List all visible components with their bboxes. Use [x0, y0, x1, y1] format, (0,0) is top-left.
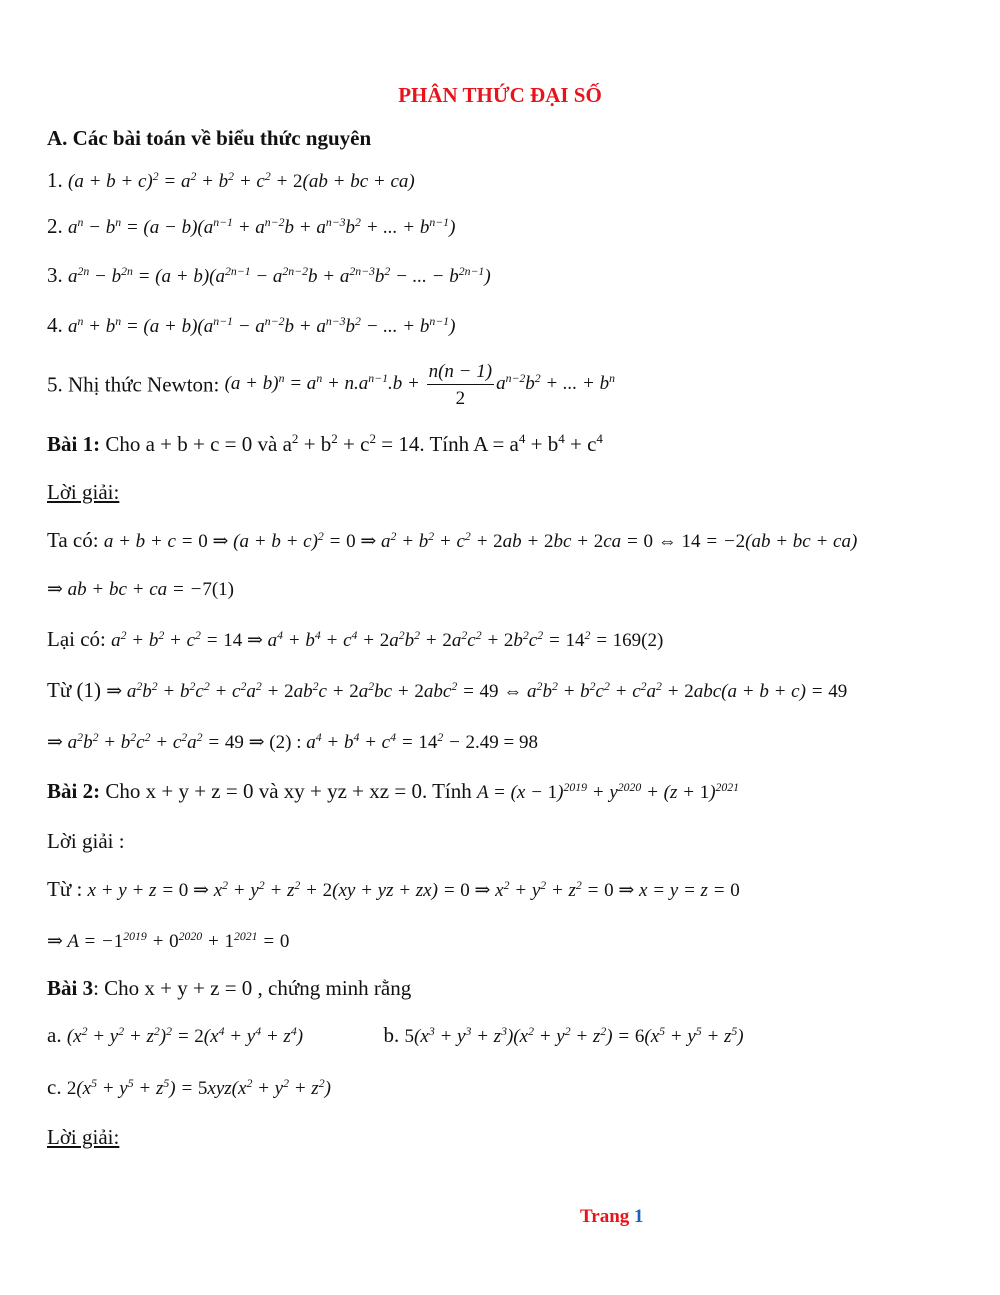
bai-1-solution-heading: Lời giải: — [47, 480, 120, 504]
formula-2 — [47, 216, 455, 237]
bai-3-part-c: c. $2(x^5 + y^5 + z^5) = 5xyz(x^2 + y^2 + z^2)$ — [47, 1075, 331, 1099]
bai-3-statement: Bài 3: Cho x + y + z = 0 , chứng minh rằng — [47, 976, 412, 1000]
bai-1-label: Bài 1: — [47, 432, 101, 456]
fraction: $\frac{n(n - 1)}{2}$ — [428, 361, 493, 409]
page-number: 1 — [634, 1206, 644, 1227]
formula-label: 5. Nhị thức Newton: — [47, 372, 220, 397]
bai-1-statement: Bài 1: Cho a + b + c = 0 và $a^2 + b^2 + c^2 = 14$. Tính $A = a^4 + b^4 + c^4$ — [47, 430, 603, 456]
formula-3 — [47, 265, 491, 286]
section-a-heading: A. Các bài toán về biểu thức nguyên — [47, 126, 372, 150]
bai-3-solution-heading: Lời giải: — [47, 1125, 120, 1149]
bai-2-step-2: ⇒ $A = -1^{2019} + 0^{2020} + 1^{2021} = 0$ — [47, 929, 290, 952]
formula-number: 2. — [47, 214, 63, 238]
formula-number: 3. — [47, 263, 63, 287]
formula-expression: $a^n + b^n = (a + b)(a^{n-1} - a^{n-2}b + a^{n-3}b^2$ − ... + $b^{n-1}$) — [68, 314, 456, 337]
bai-1-step-4: Từ (1) ⇒ $a^2b^2 + b^2c^2 + c^2a^2 + 2ab^2c + 2a^2bc + 2abc^2 = 49$ ⇔ $a^2b^2 + b^2c^2 + c^2a^2 + 2abc(a + b + c) = 49$ — [47, 678, 848, 702]
formula-1 — [47, 170, 415, 191]
bai-1-step-2: ⇒ ab + bc + ca = −7(1) — [47, 579, 234, 600]
bai-2-step-1: Từ : x + y + z = 0 ⇒ $x^2 + y^2 + z^2 + 2(xy$ + yz + zx) = 0 ⇒ $x^2 + y^2 + z^2 = 0$ ⇒ x = y = z = 0 — [47, 877, 740, 901]
bai-1-step-3: Lại có: $a^2 + b^2 + c^2 = 14$ ⇒ $a^4 + b^4 + c^4 + 2a^2b^2 + 2a^2c^2 + 2b^2c^2 = 14^2 = 169(2)$ — [47, 627, 664, 651]
bai-3-label: Bài 3 — [47, 976, 94, 1000]
formula-expression: $a^{2n} - b^{2n} = (a + b)(a^{2n-1} - a^{2n-2}b + a^{2n-3}b^2$ − ... − $b^{2n-1}$) — [68, 264, 491, 287]
formula-number: 4. — [47, 313, 63, 337]
formula-5 — [47, 362, 615, 408]
formula-number: 1. — [47, 168, 63, 192]
formula-4 — [47, 315, 455, 336]
bai-2-statement: Bài 2: Cho x + y + z = 0 và xy + yz + xz = 0. Tính $A = (x - 1)^{2019} + y^{2020} + (z + 1)^{2021}$ — [47, 779, 740, 803]
page-footer — [580, 1206, 644, 1228]
bai-3-parts-ab: a. $(x^2 + y^2 + z^2)^2 = 2(x^4 + y^4 + z^4)$ b. $5(x^3 + y^3 + z^3)(x^2 + y^2 + z^2) = 6(x^5 + y^5 + z^5)$ — [47, 1023, 744, 1047]
bai-2-label: Bài 2: — [47, 779, 101, 803]
page-title: PHÂN THỨC ĐẠI SỐ — [398, 83, 602, 107]
formula-expression: $(a + b)^n = a^n + n.a^{n-1}.b$ + $\frac{n(n - 1)}{2}$ $a^{n-2}b^2$ + ... + $b^n$ — [224, 361, 615, 409]
bai-2-solution-heading: Lời giải : — [47, 829, 125, 853]
formula-expression: $a^n - b^n = (a - b)(a^{n-1} + a^{n-2}b + a^{n-3}b^2$ + ... + $b^{n-1}$) — [68, 215, 456, 238]
footer-label: Trang — [580, 1206, 630, 1227]
bai-1-step-1: Ta có: a + b + c = 0 ⇒ $(a + b + c)^2 = 0$ ⇒ $a^2 + b^2 + c^2 + 2ab + 2bc + 2ca = 0$ ⇔ 14 = −2(ab + bc + ca) — [47, 528, 858, 552]
formula-expression: $(a + b + c)^2 = a^2 + b^2 + c^2 + 2(ab$ + bc + ca) — [68, 169, 415, 192]
bai-1-step-5: ⇒ $a^2b^2 + b^2c^2 + c^2a^2 = 49$ ⇒ (2) : $a^4 + b^4 + c^4 = 14^2 - 2.49 = 98$ — [47, 730, 539, 753]
